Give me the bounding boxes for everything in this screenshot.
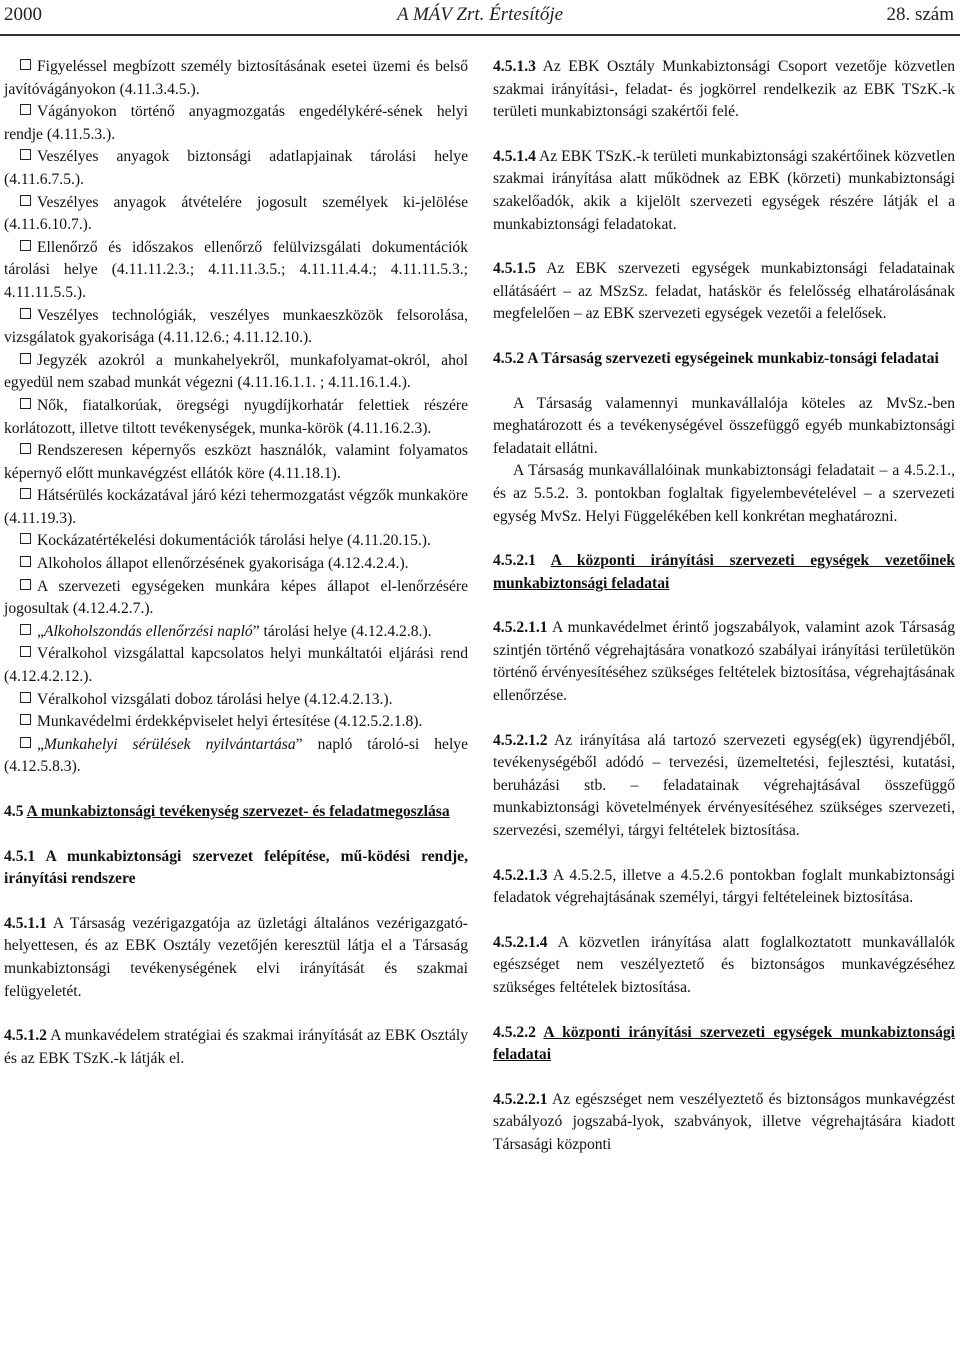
list-item: Vágányokon történő anyagmozgatás engedélykéré-sének helyi rendje (4.11.5.3.). (4, 103, 468, 143)
list-item: Alkoholos állapot ellenőrzésének gyakorisága (4.12.4.2.4.). (4, 553, 468, 576)
page-header (0, 0, 960, 40)
checkbox-icon (20, 488, 31, 499)
checkbox-icon (20, 579, 31, 590)
header-year: 2000 (4, 4, 42, 25)
paragraph-4-5-2-1-2: 4.5.2.1.2 Az irányítása alá tartozó szervezeti egység(ek) ügyrendjéből, tevékenységéből adódó – tervezési, üzemeltetési, fejlesztési, kutatási, beruházási stb. – feladatainak végrehajtásával összefüggő munkabiztonsági követelmények érvényesítéséhez szükséges szervezeti, szervezési, személyi, tárgyi feltételek biztosítása. (493, 731, 955, 840)
paragraph-4-5-2-1-1: 4.5.2.1.1 A munkavédelmet érintő jogszabályok, valamint azok Társaság szintjén történő végrehajtására vonatkozó szabályai irányítási területükön történő érvényesítéséhez szükséges feltételek biztosítása, végrehajtásának ellenőrzése. (493, 619, 955, 705)
list-item: Ellenőrző és időszakos ellenőrző felülvizsgálati dokumentációk tárolási helye (4.11.11.2.3.; 4.11.11.3.5.; 4.11.11.4.4.; 4.11.11.5.3.; 4.11.11.5.5.). (4, 238, 468, 301)
checkbox-icon (20, 714, 31, 725)
checkbox-icon (20, 624, 31, 635)
paragraph-intro-1: A Társaság valamennyi munkavállalója köteles az MvSz.-ben meghatározott és a tevékenységével összefüggő egyéb munkabiztonsági feladatait ellátni. (493, 394, 955, 457)
checkbox-icon (20, 556, 31, 567)
checkbox-icon (20, 59, 31, 70)
checkbox-icon (20, 443, 31, 454)
list-item: Nők, fiatalkorúak, öregségi nyugdíjkorhatár felettiek részére korlátozott, illetve tiltott tevékenységek, munka-körök (4.11.16.2.3). (4, 396, 468, 437)
list-item: Munkavédelmi érdekképviselet helyi értesítése (4.12.5.2.1.8). (4, 711, 468, 734)
list-item: Véralkohol vizsgálati doboz tárolási helye (4.12.4.2.13.). (4, 689, 468, 712)
right-column (493, 56, 955, 1157)
checkbox-icon (20, 398, 31, 409)
paragraph-intro-2: A Társaság munkavállalóinak munkabiztonsági feladatait – a 4.5.2.1., és az 5.5.2. 3. pontokban foglaltak figyelembevételével – a szervezeti egység MvSz. Helyi Függelékében kell konkrétan meghatározni. (493, 462, 955, 525)
paragraph-4-5-1-4: 4.5.1.4 Az EBK TSzK.-k területi munkabiztonsági szakértőinek közvetlen szakmai irányítása alatt működnek az EBK (körzeti) munkabiztonsági szakelőadók, akik a kijelölt szervezeti egységek részére látják el a munkabiztonsági feladatokat. (493, 147, 955, 233)
paragraph-4-5-1-2: 4.5.1.2 A munkavédelem stratégiai és szakmai irányítását az EBK Osztály és az EBK TSzK.-k látják el. (4, 1027, 468, 1067)
paragraph-4-5-2-1-4: 4.5.2.1.4 A közvetlen irányítása alatt foglalkoztatott munkavállalók egészséget nem veszélyeztető és biztonságos munkavégzéséhez szükséges feltételek biztosítása. (493, 933, 955, 996)
section-heading-4-5-2-2: 4.5.2.2 A központi irányítási szervezeti egységek munkabiztonsági feladatai (493, 1023, 955, 1064)
section-heading-4-5-2-1: 4.5.2.1 A központi irányítási szervezeti egységek vezetőinek munkabiztonsági feladatai (493, 552, 956, 592)
list-item: „Alkoholszondás ellenőrzési napló” tárolási helye (4.12.4.2.8.). (4, 621, 468, 644)
left-column (4, 56, 468, 1070)
section-heading-4-5: 4.5 A munkabiztonsági tevékenység szervezet- és feladatmegoszlása (4, 803, 450, 820)
list-item: Veszélyes technológiák, veszélyes munkaeszközök felsorolása, vizsgálatok gyakorisága (4.11.12.6.; 4.11.12.10.). (4, 306, 468, 347)
paragraph-4-5-2-1-3: 4.5.2.1.3 A 4.5.2.5, illetve a 4.5.2.6 pontokban foglalt munkabiztonsági feladatok végrehajtásának személyi, tárgyi feltételeinek biztosítása. (493, 866, 955, 907)
checkbox-icon (20, 240, 31, 251)
checkbox-icon (20, 533, 31, 544)
paragraph-4-5-1-5: 4.5.1.5 Az EBK szervezeti egységek munkabiztonsági feladatainak ellátásáért – az MSzSz. feladat, hatáskör és felelősség elhatárolásának megfelelően – az EBK szervezeti egységek vezetői a felelősek. (493, 260, 955, 323)
list-item: Hátsérülés kockázatával járó kézi tehermozgatást végzők munkaköre (4.11.19.3). (4, 487, 468, 527)
list-item: Jegyzék azokról a munkahelyekről, munkafolyamat-okról, ahol egyedül nem szabad munkát végezni (4.11.16.1.1. ; 4.11.16.1.4.). (4, 351, 468, 392)
list-item: Veszélyes anyagok átvételére jogosult személyek ki-jelölése (4.11.6.10.7.). (4, 193, 468, 234)
checkbox-icon (20, 737, 31, 748)
list-item: Rendszeresen képernyős eszközt használók, valamint folyamatos képernyő előtt munkavégzést ellátók köre (4.11.18.1). (4, 442, 468, 482)
header-rule (0, 34, 960, 36)
paragraph-4-5-2-2-1: 4.5.2.2.1 Az egészséget nem veszélyeztető és biztonságos munkavégzést szabályozó jogszabá-lyok, szabványok, illetve végrehajtására kiadott Társasági központi (493, 1090, 955, 1153)
checkbox-icon (20, 646, 31, 657)
list-item: Veszélyes anyagok biztonsági adatlapjainak tárolási helye (4.11.6.7.5.). (4, 148, 468, 188)
paragraph-4-5-1-3: 4.5.1.3 Az EBK Osztály Munkabiztonsági Csoport vezetője közvetlen szakmai irányítási-, feladat- és jogkörrel rendelkezik az EBK TSzK.-k területi munkabiztonsági szakértői felé. (493, 58, 955, 121)
list-item: A szervezeti egységeken munkára képes állapot el-lenőrzésére jogosultak (4.12.4.2.7.). (4, 577, 468, 618)
list-item: „Munkahelyi sérülések nyilvántartása” napló tároló-si helye (4.12.5.8.3). (4, 735, 469, 776)
section-heading-4-5-1: 4.5.1 A munkabiztonsági szervezet felépítése, mű-ködési rendje, irányítási rendszere (4, 847, 468, 888)
paragraph-4-5-1-1: 4.5.1.1 A Társaság vezérigazgatója az üzletági általános vezérigazgató-helyettesen, és az EBK Osztály vezetőjén keresztül látja el a Társaság munkabiztonsági tevékenységének elvi irányítását és szakmai felügyeletét. (4, 914, 468, 1000)
list-item: Véralkohol vizsgálattal kapcsolatos helyi munkáltatói eljárási rend (4.12.4.2.12.). (4, 645, 468, 686)
checkbox-icon (20, 195, 31, 206)
header-journal-title: A MÁV Zrt. Értesítője (396, 4, 564, 25)
section-heading-4-5-2: 4.5.2 A Társaság szervezeti egységeinek munkabiz-tonsági feladatai (493, 349, 939, 367)
list-item: Kockázatértékelési dokumentációk tárolási helye (4.11.20.15.). (4, 530, 468, 553)
checkbox-icon (20, 104, 31, 115)
checkbox-icon (20, 692, 31, 703)
list-item: Figyeléssel megbízott személy biztosításának esetei üzemi és belső javítóvágányokon (4.11.3.4.5.). (4, 58, 468, 98)
checkbox-icon (20, 149, 31, 160)
checkbox-icon (20, 353, 31, 364)
checkbox-icon (20, 308, 31, 319)
header-issue: 28. szám (886, 4, 954, 25)
